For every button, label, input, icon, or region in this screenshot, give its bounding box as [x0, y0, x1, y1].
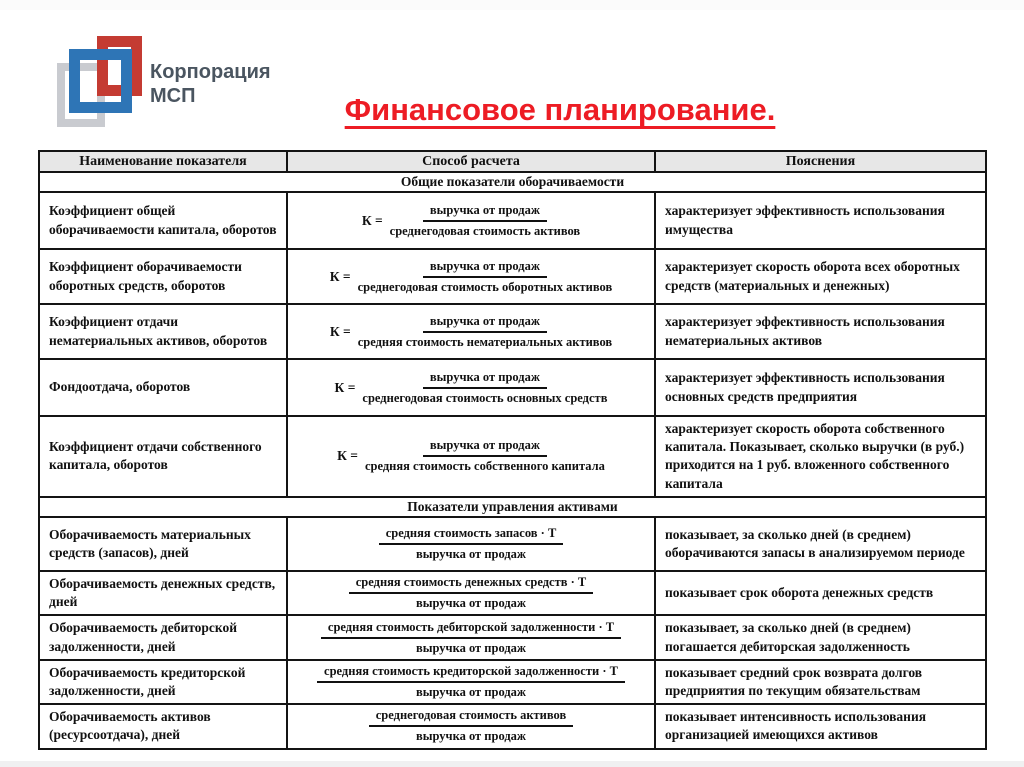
section-header-row — [39, 172, 986, 192]
formula — [292, 370, 650, 406]
formula-denominator: выручка от продаж — [415, 729, 526, 744]
formula-denominator: выручка от продаж — [415, 684, 527, 699]
formula-prefix: К = — [361, 212, 383, 228]
indicator-name-cell: Фондоотдача, оборотов — [39, 359, 287, 416]
fraction — [365, 438, 605, 474]
formula-numerator: выручка от продаж — [423, 314, 547, 333]
msp-corporation-logo — [52, 30, 152, 135]
table-row — [39, 416, 986, 497]
explanation-cell: показывает средний срок возврата долгов предприятия по текущим обязательствам — [655, 660, 986, 704]
explanation-cell: характеризует эффективность использования основных средств предприятия — [655, 359, 986, 416]
formula-cell — [287, 416, 655, 497]
formula — [292, 664, 650, 700]
page-title: Финансовое планирование. — [344, 92, 776, 127]
table-row — [39, 571, 986, 615]
explanation-cell: характеризует скорость оборота собственного капитала. Показывает, сколько выручки (в руб.) приходится на 1 руб. вложенного собственного капитала — [655, 416, 986, 497]
formula-cell — [287, 660, 655, 704]
logo-blue-square-icon — [69, 49, 132, 113]
formula-numerator: выручка от продаж — [423, 370, 547, 389]
formula-numerator: средняя стоимость кредиторской задолженности · Т — [317, 664, 625, 683]
fraction — [369, 708, 574, 744]
indicator-name-cell: Коэффициент отдачи нематериальных активов, оборотов — [39, 304, 287, 359]
explanation-cell: показывает интенсивность использования организацией имеющихся активов — [655, 704, 986, 748]
formula-cell — [287, 571, 655, 615]
explanation-cell: показывает, за сколько дней (в среднем) погашается дебиторская задолженность — [655, 615, 986, 659]
formula — [292, 438, 650, 474]
table-row — [39, 359, 986, 416]
formula-cell — [287, 359, 655, 416]
indicator-name-cell: Оборачиваемость материальных средств (запасов), дней — [39, 517, 287, 571]
formula-prefix: К = — [337, 448, 358, 464]
explanation-cell: показывает, за сколько дней (в среднем) оборачиваются запасы в анализируемом периоде — [655, 517, 986, 571]
fraction — [379, 526, 564, 562]
formula — [292, 620, 650, 656]
table-row — [39, 615, 986, 659]
formula-denominator: среднегодовая стоимость основных средств — [362, 390, 608, 405]
formula — [292, 526, 650, 562]
formula — [292, 575, 650, 611]
table-row — [39, 192, 986, 249]
formula-numerator: выручка от продаж — [423, 203, 547, 222]
logo-wordmark-line2: МСП — [150, 85, 196, 107]
indicator-name-cell: Оборачиваемость кредиторской задолженности, дней — [39, 660, 287, 704]
formula-numerator: средняя стоимость запасов · Т — [379, 526, 564, 545]
formula-cell — [287, 517, 655, 571]
formula-cell — [287, 249, 655, 304]
formula-numerator: средняя стоимость дебиторской задолженности · Т — [321, 620, 621, 639]
section-title: Показатели управления активами — [39, 497, 986, 517]
indicator-name-cell: Коэффициент отдачи собственного капитала, оборотов — [39, 416, 287, 497]
formula-numerator: среднегодовая стоимость активов — [369, 708, 574, 727]
formula — [292, 708, 650, 744]
fraction — [321, 620, 621, 656]
table-body — [39, 172, 986, 749]
formula-denominator: выручка от продаж — [415, 546, 527, 561]
formula-cell — [287, 704, 655, 748]
formula-numerator: выручка от продаж — [423, 438, 547, 457]
table-row — [39, 660, 986, 704]
bottom-edge-strip — [0, 761, 1024, 767]
indicator-name-cell: Коэффициент общей оборачиваемости капитала, оборотов — [39, 192, 287, 249]
top-edge-strip — [0, 0, 1024, 10]
formula-denominator: средняя стоимость собственного капитала — [364, 459, 605, 474]
fraction — [349, 575, 593, 611]
col-header-calculation-method: Способ расчета — [287, 151, 655, 172]
formula-denominator: среднегодовая стоимость оборотных активов — [357, 279, 613, 294]
indicator-name-cell: Коэффициент оборачиваемости оборотных средств, оборотов — [39, 249, 287, 304]
formula — [292, 203, 650, 239]
formula — [292, 259, 650, 295]
indicator-name-cell: Оборачиваемость денежных средств, дней — [39, 571, 287, 615]
indicator-name-cell: Оборачиваемость активов (ресурсоотдача), дней — [39, 704, 287, 748]
formula-numerator: выручка от продаж — [423, 259, 547, 278]
formula-cell — [287, 192, 655, 249]
explanation-cell: показывает срок оборота денежных средств — [655, 571, 986, 615]
formula — [292, 314, 650, 350]
financial-indicators-table — [38, 150, 987, 750]
fraction — [317, 664, 625, 700]
fraction — [358, 259, 613, 295]
table-row — [39, 249, 986, 304]
fraction — [362, 370, 607, 406]
section-header-row — [39, 497, 986, 517]
logo-wordmark — [150, 60, 271, 108]
section-title: Общие показатели оборачиваемости — [39, 172, 986, 192]
table-row — [39, 304, 986, 359]
fraction — [390, 203, 581, 239]
table-row — [39, 704, 986, 748]
explanation-cell: характеризует эффективность использования нематериальных активов — [655, 304, 986, 359]
explanation-cell: характеризует скорость оборота всех оборотных средств (материальных и денежных) — [655, 249, 986, 304]
formula-cell — [287, 615, 655, 659]
explanation-cell: характеризует эффективность использования имущества — [655, 192, 986, 249]
formula-prefix: К = — [329, 268, 351, 284]
logo-wordmark-line1: Корпорация — [150, 61, 271, 83]
indicator-name-cell: Оборачиваемость дебиторской задолженности, дней — [39, 615, 287, 659]
col-header-indicator-name: Наименование показателя — [39, 151, 287, 172]
formula-denominator: средняя стоимость нематериальных активов — [357, 334, 613, 349]
fraction — [358, 314, 612, 350]
formula-numerator: средняя стоимость денежных средств · Т — [349, 575, 593, 594]
col-header-explanations: Пояснения — [655, 151, 986, 172]
header-row — [39, 151, 986, 172]
formula-denominator: среднегодовая стоимость активов — [389, 223, 581, 238]
formula-cell — [287, 304, 655, 359]
formula-denominator: выручка от продаж — [415, 596, 526, 611]
formula-denominator: выручка от продаж — [415, 640, 526, 655]
formula-prefix: К = — [329, 323, 351, 339]
table-row — [39, 517, 986, 571]
formula-prefix: К = — [334, 379, 356, 395]
table-head — [39, 151, 986, 172]
